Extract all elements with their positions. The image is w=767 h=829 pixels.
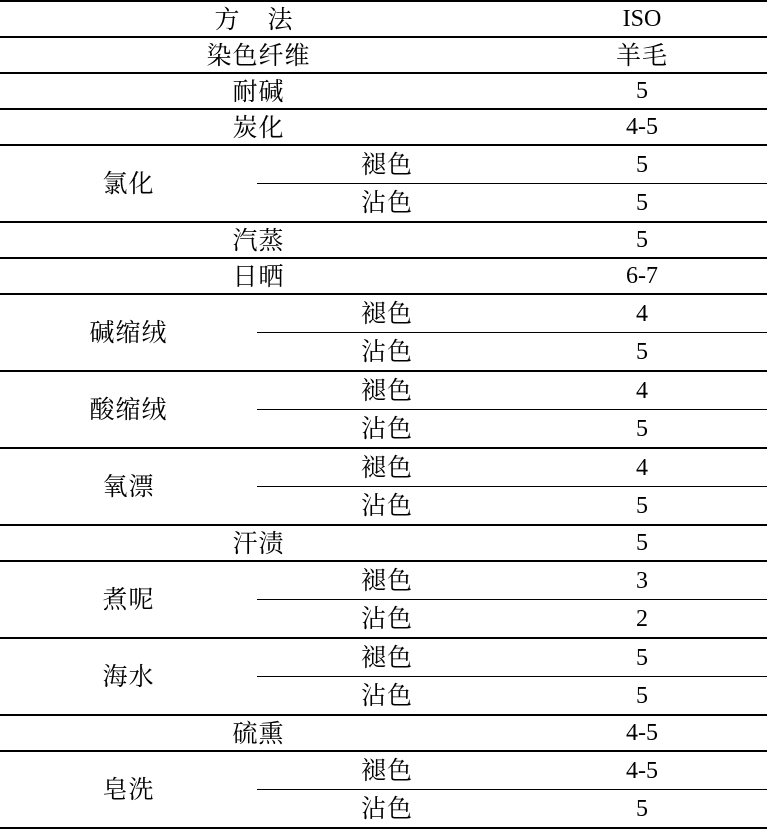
row-sublabel-fade: 褪色 — [257, 561, 517, 600]
subheader-fiber: 染色纤维 — [0, 37, 517, 73]
table-row — [0, 448, 767, 487]
row-value-chlorination-fade: 5 — [517, 145, 767, 184]
table-row — [0, 145, 767, 184]
row-value-oxygen-bleach-fade: 4 — [517, 448, 767, 487]
table-row — [0, 222, 767, 258]
row-sublabel-fade: 褪色 — [257, 638, 517, 677]
row-sublabel-stain: 沾色 — [257, 677, 517, 716]
row-value-perspiration: 5 — [517, 525, 767, 561]
row-value-crabbing-stain: 2 — [517, 600, 767, 639]
row-sublabel-fade: 褪色 — [257, 294, 517, 333]
header-standard: ISO — [517, 1, 767, 37]
table-row — [0, 751, 767, 790]
row-label-light: 日晒 — [0, 258, 517, 294]
row-value-steaming: 5 — [517, 222, 767, 258]
table-row — [0, 638, 767, 677]
row-label-carbonizing: 炭化 — [0, 109, 517, 145]
subheader-fiber-value: 羊毛 — [517, 37, 767, 73]
table-row — [0, 258, 767, 294]
row-label-alkali-milling: 碱缩绒 — [0, 294, 257, 371]
row-value-seawater-fade: 5 — [517, 638, 767, 677]
row-sublabel-stain: 沾色 — [257, 600, 517, 639]
table-row — [0, 294, 767, 333]
row-value-soaping-stain: 5 — [517, 790, 767, 829]
row-label-alkali-resistance: 耐碱 — [0, 73, 517, 109]
table-row — [0, 525, 767, 561]
row-label-soaping: 皂洗 — [0, 751, 257, 828]
row-value-soaping-fade: 4-5 — [517, 751, 767, 790]
row-sublabel-stain: 沾色 — [257, 184, 517, 223]
row-value-carbonizing: 4-5 — [517, 109, 767, 145]
row-label-steaming: 汽蒸 — [0, 222, 517, 258]
row-sublabel-stain: 沾色 — [257, 333, 517, 372]
row-label-acid-milling: 酸缩绒 — [0, 371, 257, 448]
row-value-light: 6-7 — [517, 258, 767, 294]
row-value-oxygen-bleach-stain: 5 — [517, 487, 767, 526]
row-value-seawater-stain: 5 — [517, 677, 767, 716]
row-label-perspiration: 汗渍 — [0, 525, 517, 561]
table-row — [0, 109, 767, 145]
row-sublabel-fade: 褪色 — [257, 145, 517, 184]
row-value-acid-milling-stain: 5 — [517, 410, 767, 449]
row-sublabel-stain: 沾色 — [257, 487, 517, 526]
row-sublabel-stain: 沾色 — [257, 410, 517, 449]
table-row — [0, 561, 767, 600]
row-sublabel-fade: 褪色 — [257, 751, 517, 790]
row-value-alkali-milling-fade: 4 — [517, 294, 767, 333]
row-value-sulphur-smoking: 4-5 — [517, 715, 767, 751]
row-value-alkali-resistance: 5 — [517, 73, 767, 109]
row-label-crabbing: 煮呢 — [0, 561, 257, 638]
table-subheader-row — [0, 37, 767, 73]
row-sublabel-fade: 褪色 — [257, 371, 517, 410]
row-label-seawater: 海水 — [0, 638, 257, 715]
row-sublabel-stain: 沾色 — [257, 790, 517, 829]
table-row — [0, 371, 767, 410]
row-value-alkali-milling-stain: 5 — [517, 333, 767, 372]
row-value-crabbing-fade: 3 — [517, 561, 767, 600]
row-label-chlorination: 氯化 — [0, 145, 257, 222]
table-row — [0, 715, 767, 751]
row-value-chlorination-stain: 5 — [517, 184, 767, 223]
row-sublabel-fade: 褪色 — [257, 448, 517, 487]
row-value-acid-milling-fade: 4 — [517, 371, 767, 410]
table-header-row — [0, 1, 767, 37]
table-row — [0, 73, 767, 109]
row-label-sulphur-smoking: 硫熏 — [0, 715, 517, 751]
header-method: 方 法 — [0, 1, 517, 37]
row-label-oxygen-bleach: 氧漂 — [0, 448, 257, 525]
